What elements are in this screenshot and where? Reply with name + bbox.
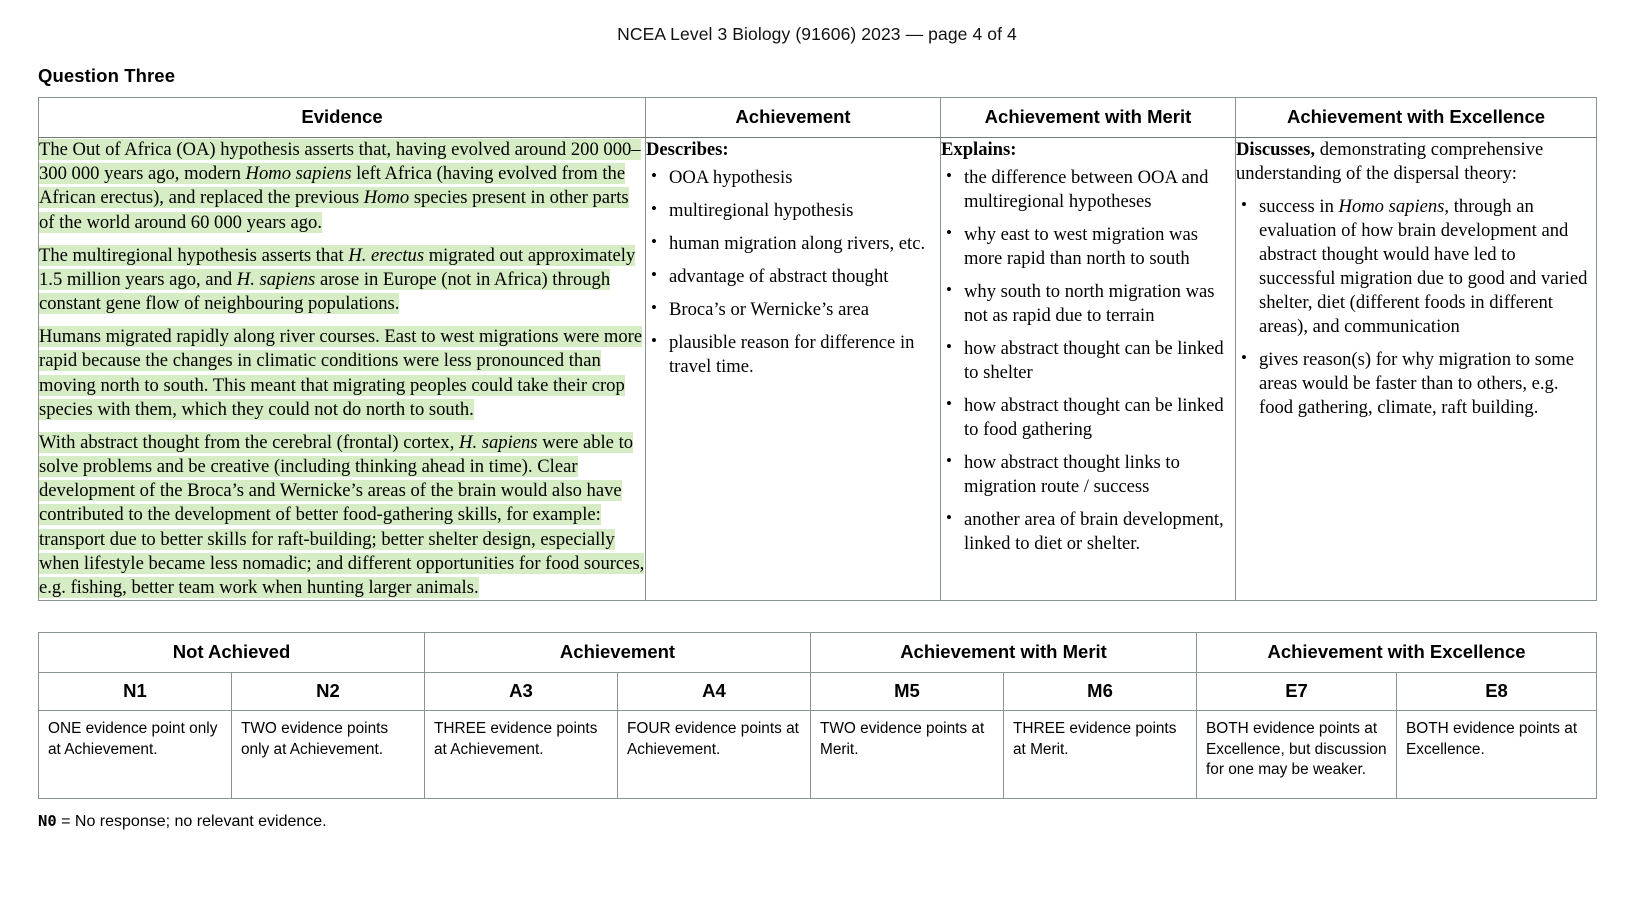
criteria-item: • how abstract thought can be linked to shelter <box>962 337 1235 385</box>
grade-table-wrapper <box>0 632 1634 799</box>
rubric-header-row <box>39 98 1597 138</box>
grade-table <box>38 632 1597 799</box>
excellence-criteria-list <box>1236 195 1596 420</box>
evidence-highlight-4: With abstract thought from the cerebral (frontal) cortex, H. sapiens were able to solve problems and be creative (including thinking ahead in time). Clear development of the Broca’s and Wernicke’s areas of the brain would also have contributed to the development of better food-gathering skills, for example: transport due to better skills for raft-building; better shelter design, especially when lifestyle became less nomadic; and different opportunities for food sources, e.g. fishing, better team work when hunting larger animals. <box>39 431 645 598</box>
criteria-item: • gives reason(s) for why migration to some areas would be faster than to others, e.g. food gathering, climate, raft building. <box>1257 348 1596 420</box>
grade-band-row <box>39 633 1597 673</box>
grade-code-m5: M5 <box>811 673 1004 711</box>
rubric-table <box>38 97 1597 601</box>
grade-description-n1: ONE evidence point only at Achievement. <box>39 711 232 799</box>
achievement-cell <box>646 138 941 601</box>
grade-code-m6: M6 <box>1004 673 1197 711</box>
grade-description-a4: FOUR evidence points at Achievement. <box>618 711 811 799</box>
achievement-lead: Describes: <box>646 139 729 160</box>
grade-code-n2: N2 <box>232 673 425 711</box>
column-header-achievement: Achievement <box>646 98 941 138</box>
grade-band-header-3: Achievement with Merit <box>811 633 1197 673</box>
excellence-lead <box>1236 138 1596 186</box>
merit-cell <box>941 138 1236 601</box>
criteria-item: • success in Homo sapiens, through an evaluation of how brain development and abstract thought would have led to successful migration due to good and varied shelter, diet (different foods in different areas), and communication <box>1257 195 1596 339</box>
footnote-text: = No response; no relevant evidence. <box>56 813 327 831</box>
criteria-item: • how abstract thought can be linked to food gathering <box>962 394 1235 442</box>
grade-band-header-4: Achievement with Excellence <box>1197 633 1597 673</box>
grade-band-header-1: Not Achieved <box>39 633 425 673</box>
grade-description-e7: BOTH evidence points at Excellence, but discussion for one may be weaker. <box>1197 711 1397 799</box>
evidence-highlight-1: The Out of Africa (OA) hypothesis asserts that, having evolved around 200 000–300 000 years ago, modern Homo sapiens left Africa (having evolved from the African erectus), and replaced the previous Homo species present in other parts of the world around 60 000 years ago. <box>39 139 641 233</box>
evidence-paragraph-1 <box>39 138 645 235</box>
excellence-lead-bold: Discusses, <box>1236 139 1316 160</box>
rubric-body-row <box>39 138 1597 601</box>
criteria-item: • how abstract thought links to migration route / success <box>962 451 1235 499</box>
evidence-paragraph-3 <box>39 325 645 422</box>
criteria-item: • human migration along rivers, etc. <box>667 232 940 256</box>
evidence-cell <box>39 138 646 601</box>
criteria-item: • the difference between OOA and multiregional hypotheses <box>962 166 1235 214</box>
evidence-paragraph-2 <box>39 244 645 317</box>
grade-code-a4: A4 <box>618 673 811 711</box>
grade-code-e8: E8 <box>1397 673 1597 711</box>
grade-code-n1: N1 <box>39 673 232 711</box>
criteria-item: • another area of brain development, linked to diet or shelter. <box>962 508 1235 556</box>
criteria-item: • advantage of abstract thought <box>667 265 940 289</box>
merit-criteria-list <box>941 166 1235 556</box>
criteria-item: • multiregional hypothesis <box>667 199 940 223</box>
grade-description-n2: TWO evidence points only at Achievement. <box>232 711 425 799</box>
rubric-table-wrapper <box>0 97 1634 601</box>
grade-code-e7: E7 <box>1197 673 1397 711</box>
evidence-paragraph-4 <box>39 431 645 600</box>
running-header: NCEA Level 3 Biology (91606) 2023 — page 4 of 4 <box>617 24 1017 44</box>
evidence-highlight-2: The multiregional hypothesis asserts that H. erectus migrated out approximately 1.5 million years ago, and H. sapiens arose in Europe (not in Africa) through constant gene flow of neighbouring populations. <box>39 244 636 315</box>
excellence-lead-rest: demonstrating comprehensive understanding of the dispersal theory: <box>1236 139 1544 185</box>
grade-code-a3: A3 <box>425 673 618 711</box>
grade-description-a3: THREE evidence points at Achievement. <box>425 711 618 799</box>
criteria-item: • why east to west migration was more rapid than north to south <box>962 223 1235 271</box>
evidence-highlight-3: Humans migrated rapidly along river courses. East to west migrations were more rapid because the changes in climatic conditions were less pronounced than moving north to south. This meant that migrating peoples could take their crop species with them, which they could not do north to south. <box>39 326 643 420</box>
column-header-merit: Achievement with Merit <box>941 98 1236 138</box>
excellence-cell <box>1236 138 1597 601</box>
achievement-criteria-list <box>646 166 940 379</box>
grade-description-row <box>39 711 1597 799</box>
criteria-item: • OOA hypothesis <box>667 166 940 190</box>
page-title: Question Three <box>38 65 176 86</box>
merit-lead: Explains: <box>941 139 1017 160</box>
footnote-code: N0 <box>38 812 57 831</box>
criteria-item: • why south to north migration was not as rapid due to terrain <box>962 280 1235 328</box>
grade-description-m5: TWO evidence points at Merit. <box>811 711 1004 799</box>
grade-band-header-2: Achievement <box>425 633 811 673</box>
grade-description-m6: THREE evidence points at Merit. <box>1004 711 1197 799</box>
footnote <box>38 812 1634 831</box>
criteria-item: • Broca’s or Wernicke’s area <box>667 298 940 322</box>
criteria-item: • plausible reason for difference in travel time. <box>667 331 940 379</box>
column-header-excellence: Achievement with Excellence <box>1236 98 1597 138</box>
grade-description-e8: BOTH evidence points at Excellence. <box>1397 711 1597 799</box>
grade-code-row <box>39 673 1597 711</box>
column-header-evidence: Evidence <box>39 98 646 138</box>
